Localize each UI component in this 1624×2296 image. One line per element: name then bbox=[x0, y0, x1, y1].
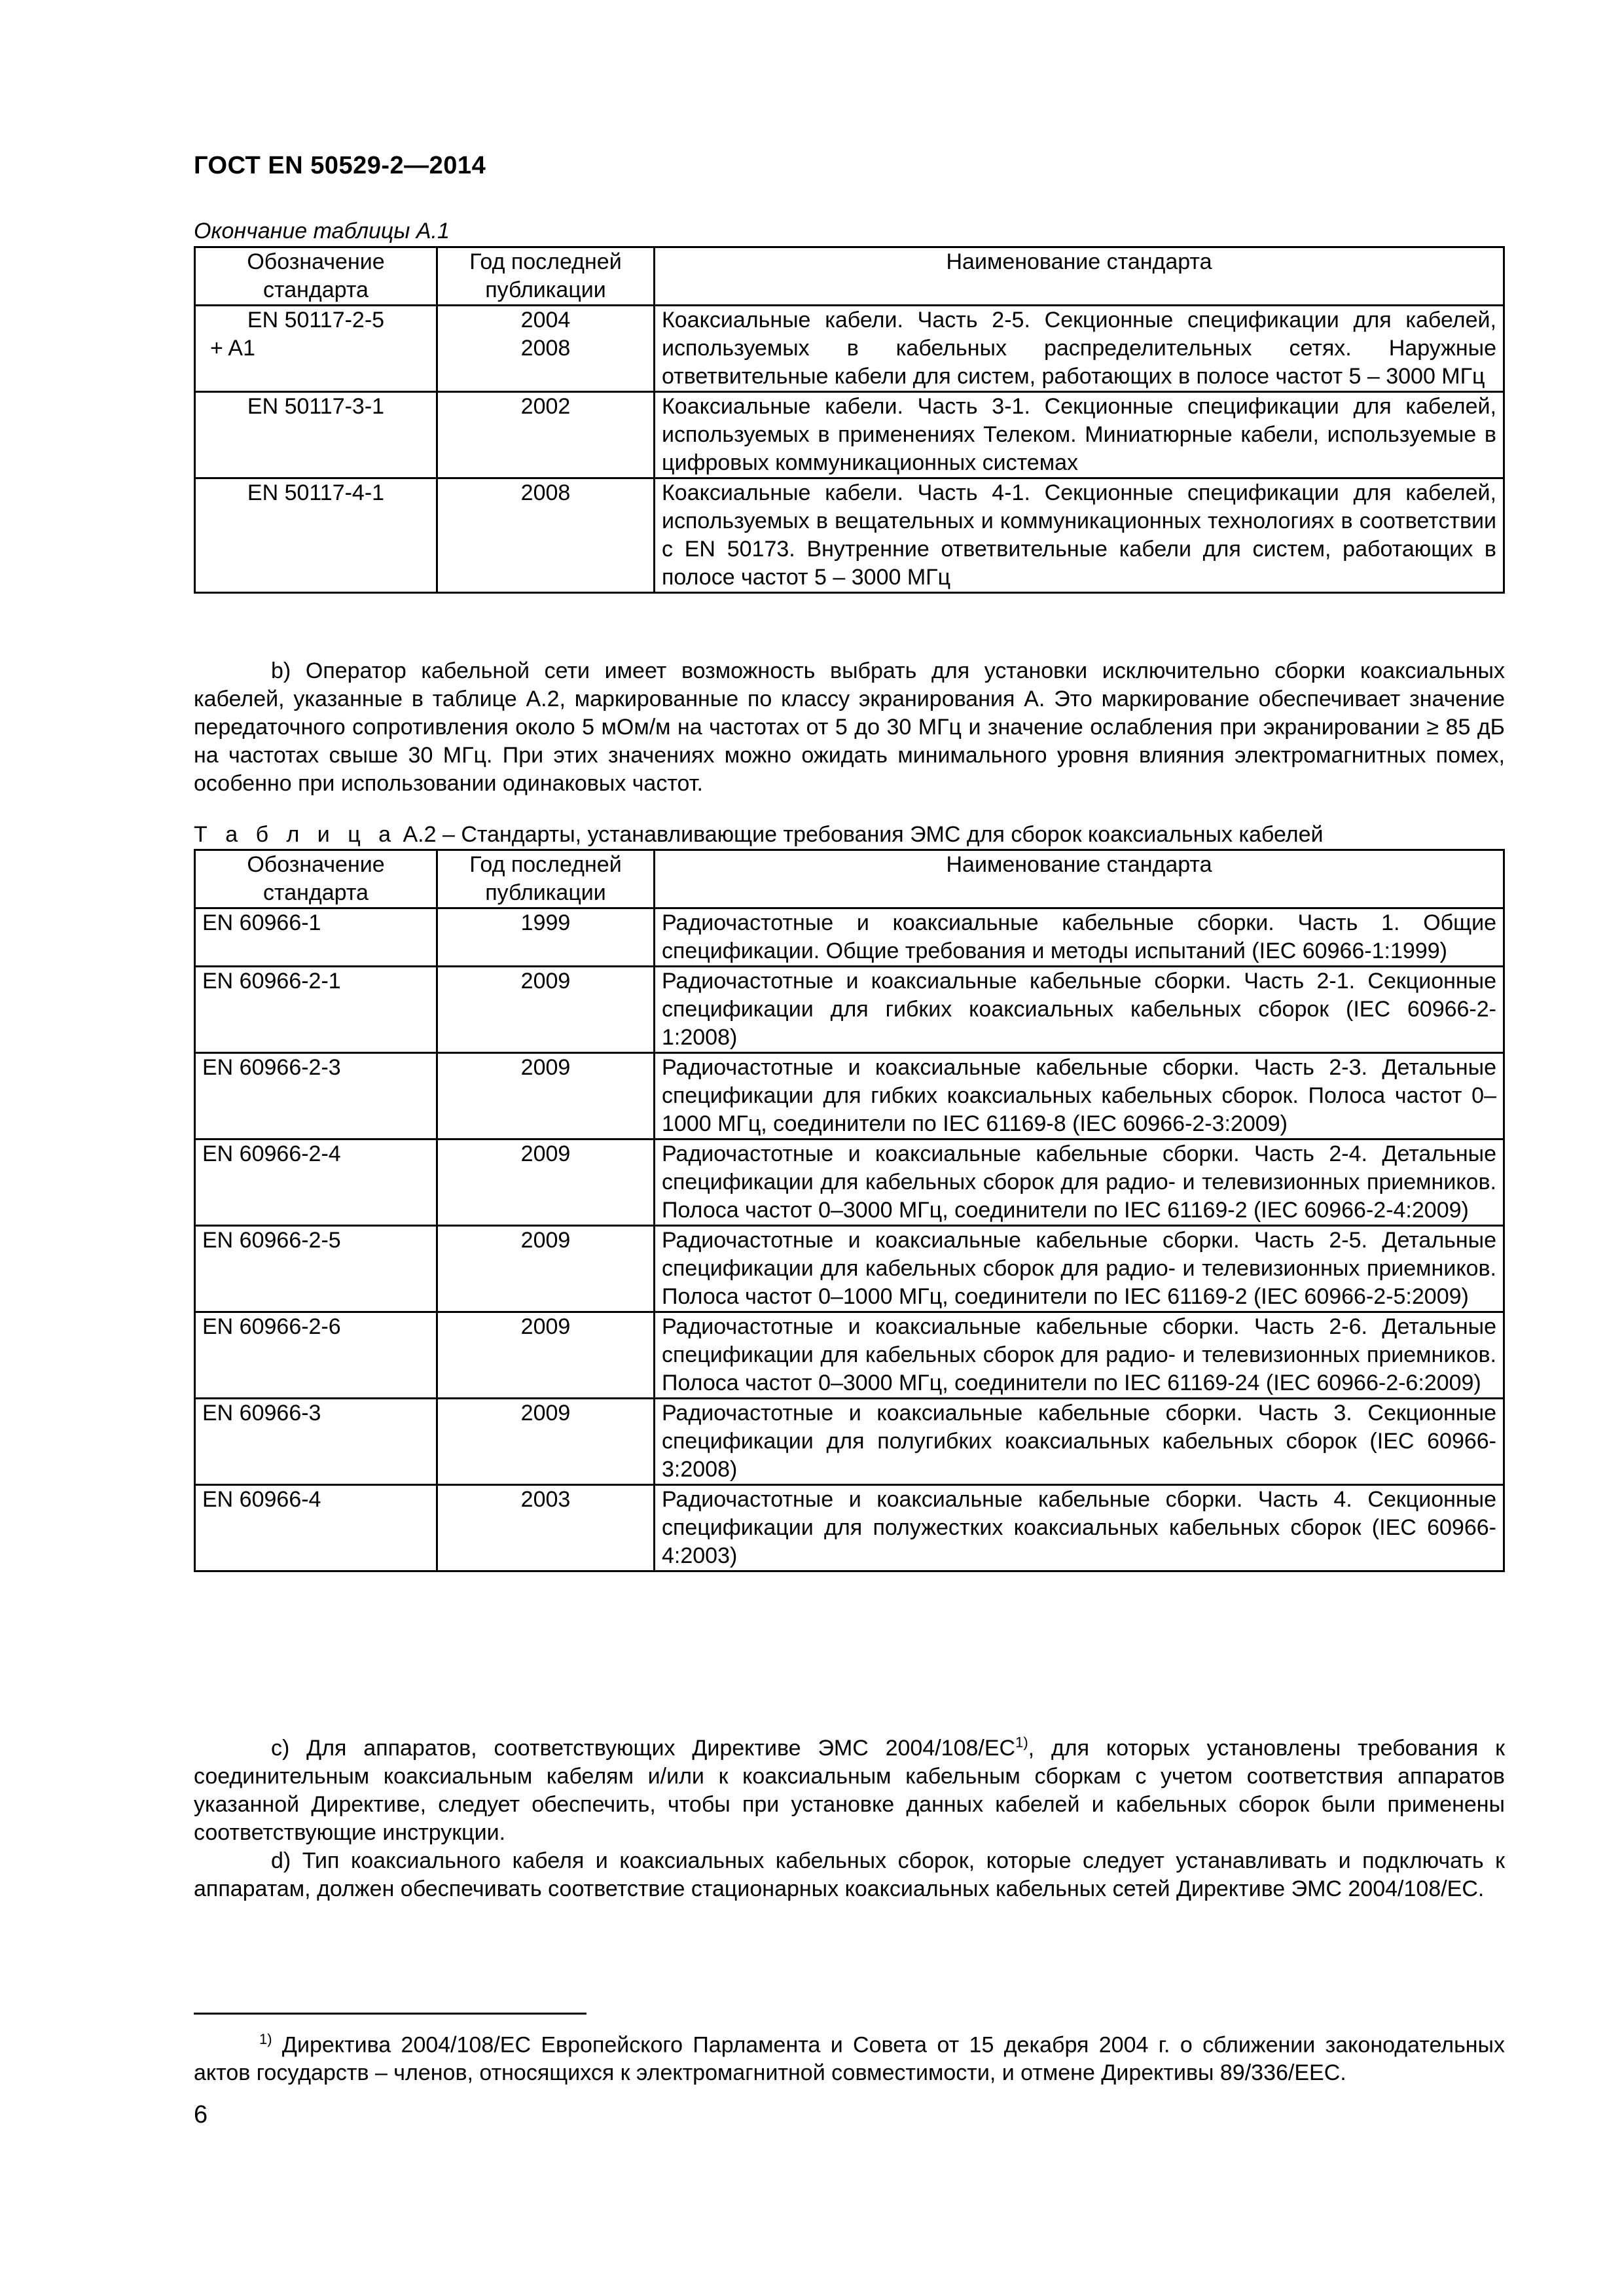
table-row bbox=[195, 1399, 1504, 1485]
year-cell: 2009 bbox=[437, 967, 655, 1053]
year-cell: 2009 bbox=[437, 1139, 655, 1226]
standards-table-a1 bbox=[194, 246, 1505, 594]
year-cell: 2003 bbox=[437, 1485, 655, 1571]
table-row bbox=[195, 306, 1504, 392]
table-row bbox=[195, 1139, 1504, 1226]
name-cell: Коаксиальные кабели. Часть 4-1. Секционные спецификации для кабелей, используемых в вещательных и коммуникационных технологиях в соответствии с EN 50173. Внутренние ответвительные кабели для систем, работающих в полосе частот 5 – 3000 МГц bbox=[655, 478, 1504, 593]
table-row bbox=[195, 1226, 1504, 1312]
table-row bbox=[195, 908, 1504, 967]
document-title: ГОСТ EN 50529-2—2014 bbox=[194, 152, 486, 179]
year-cell: 2008 bbox=[437, 478, 655, 593]
footnote-marker: 1) bbox=[259, 2031, 272, 2047]
name-cell: Коаксиальные кабели. Часть 3-1. Секционные спецификации для кабелей, используемых в применениях Телеком. Миниатюрные кабели, используемые в цифровых коммуникационных системах bbox=[655, 392, 1504, 478]
footnote-separator bbox=[194, 2013, 586, 2015]
table-a2-caption-label: Т а б л и ц а bbox=[194, 822, 397, 847]
table-row bbox=[195, 392, 1504, 478]
designation-cell: EN 50117-4-1 bbox=[195, 478, 437, 593]
year-cell: 1999 bbox=[437, 908, 655, 967]
name-cell: Радиочастотные и коаксиальные кабельные сборки. Часть 2-5. Детальные спецификации для кабельных сборок для радио- и телевизионных приемников. Полоса частот 0–1000 МГц, соединители по IEC 61169-2 (IEC 60966-2-5:2009) bbox=[655, 1226, 1504, 1312]
year-cell: 2009 bbox=[437, 1312, 655, 1399]
year-cell: 2009 bbox=[437, 1053, 655, 1139]
designation-cell: EN 50117-2-5 + A1 bbox=[195, 306, 437, 392]
designation-cell: EN 60966-4 bbox=[195, 1485, 437, 1571]
table-row bbox=[195, 967, 1504, 1053]
table-a2-caption-text: А.2 – Стандарты, устанавливающие требования ЭМС для сборок коаксиальных кабелей bbox=[403, 822, 1324, 847]
table-row bbox=[195, 1312, 1504, 1399]
table-a1-caption: Окончание таблицы А.1 bbox=[194, 219, 450, 243]
table-a2-caption bbox=[194, 822, 1324, 848]
footnote: $^{1)}$ Директива 2004/108/EC Европейского Парламента и Совета от 15 декабря 2004 г. о сближении законодательных актов государств – членов, относящихся к электромагнитной совместимости, и отмене Директивы 89/336/EEC. bbox=[194, 2031, 1505, 2086]
designation-cell: EN 60966-1 bbox=[195, 908, 437, 967]
name-cell: Радиочастотные и коаксиальные кабельные сборки. Часть 2-4. Детальные спецификации для кабельных сборок для радио- и телевизионных приемников. Полоса частот 0–3000 МГц, соединители по IEC 61169-2 (IEC 60966-2-4:2009) bbox=[655, 1139, 1504, 1226]
table-row bbox=[195, 1485, 1504, 1571]
designation-cell: EN 60966-2-6 bbox=[195, 1312, 437, 1399]
column-header-designation: Обозначение стандарта bbox=[195, 247, 437, 306]
designation-cell: EN 60966-2-5 bbox=[195, 1226, 437, 1312]
name-cell: Радиочастотные и коаксиальные кабельные сборки. Часть 2-6. Детальные спецификации для кабельных сборок для радио- и телевизионных приемников. Полоса частот 0–3000 МГц, соединители по IEC 61169-24 (IEC 60966-2-6:2009) bbox=[655, 1312, 1504, 1399]
column-header-name: Наименование стандарта bbox=[655, 247, 1504, 306]
name-cell: Радиочастотные и коаксиальные кабельные сборки. Часть 4. Секционные спецификации для полужестких коаксиальных кабельных сборок (IEC 60966-4:2003) bbox=[655, 1485, 1504, 1571]
name-cell: Радиочастотные и коаксиальные кабельные сборки. Часть 2-3. Детальные спецификации для гибких коаксиальных кабельных сборок. Полоса частот 0–1000 МГц, соединители по IEC 61169-8 (IEC 60966-2-3:2009) bbox=[655, 1053, 1504, 1139]
year-cell: 2002 bbox=[437, 392, 655, 478]
column-header-year: Год последней публикации bbox=[437, 850, 655, 908]
column-header-name: Наименование стандарта bbox=[655, 850, 1504, 908]
footnote-reference[interactable]: 1) bbox=[1015, 1734, 1028, 1751]
table-row bbox=[195, 478, 1504, 593]
designation-cell: EN 60966-2-3 bbox=[195, 1053, 437, 1139]
paragraph-d: d) Тип коаксиального кабеля и коаксиальных кабельных сборок, которые следует устанавливать и подключать к аппаратам, должен обеспечивать соответствие стационарных коаксиальных кабельных сетей Директиве ЭМС 2004/108/EC. bbox=[194, 1848, 1505, 1901]
name-cell: Радиочастотные и коаксиальные кабельные сборки. Часть 1. Общие спецификации. Общие требования и методы испытаний (IEC 60966-1:1999) bbox=[655, 908, 1504, 967]
name-cell: Коаксиальные кабели. Часть 2-5. Секционные спецификации для кабелей, используемых в кабельных распределительных сетях. Наружные ответвительные кабели для систем, работающих в полосе частот 5 – 3000 МГц bbox=[655, 306, 1504, 392]
year-cell: 2009 bbox=[437, 1399, 655, 1485]
designation-cell: EN 50117-3-1 bbox=[195, 392, 437, 478]
designation-cell: EN 60966-3 bbox=[195, 1399, 437, 1485]
table-row bbox=[195, 1053, 1504, 1139]
year-cell: 2004 2008 bbox=[437, 306, 655, 392]
table-header-row bbox=[195, 247, 1504, 306]
column-header-year: Год последней публикации bbox=[437, 247, 655, 306]
name-cell: Радиочастотные и коаксиальные кабельные сборки. Часть 2-1. Секционные спецификации для гибких коаксиальных кабельных сборок (IEC 60966-2-1:2008) bbox=[655, 967, 1504, 1053]
designation-cell: EN 60966-2-1 bbox=[195, 967, 437, 1053]
page-number: 6 bbox=[194, 2101, 208, 2128]
name-cell: Радиочастотные и коаксиальные кабельные сборки. Часть 3. Секционные спецификации для полугибких коаксиальных кабельных сборок (IEC 60966-3:2008) bbox=[655, 1399, 1504, 1485]
column-header-designation: Обозначение стандарта bbox=[195, 850, 437, 908]
designation-cell: EN 60966-2-4 bbox=[195, 1139, 437, 1226]
paragraph-c: c) Для аппаратов, соответствующих Директиве ЭМС 2004/108/EC$^{1)}$, для которых установлены требования к соединительным коаксиальным кабелям и/или к коаксиальным кабельным сборкам с учетом соответствия аппаратов указанной Директиве, следует обеспечить, чтобы при установке данных кабелей и кабельных сборок были применены соответствующие инструкции. bbox=[194, 1734, 1505, 1845]
standards-table-a2 bbox=[194, 849, 1505, 1572]
paragraph-b: b) Оператор кабельной сети имеет возможность выбрать для установки исключительно сборки коаксиальных кабелей, указанные в таблице А.2, маркированные по классу экранирования А. Это маркирование обеспечивает значение передаточного сопротивления около 5 мОм/м на частотах от 5 до 30 МГц и значение ослабления при экранировании ≥ 85 дБ на частотах свыше 30 МГц. При этих значениях можно ожидать минимального уровня влияния электромагнитных помех, особенно при использовании одинаковых частот. bbox=[194, 658, 1505, 796]
year-cell: 2009 bbox=[437, 1226, 655, 1312]
table-header-row bbox=[195, 850, 1504, 908]
